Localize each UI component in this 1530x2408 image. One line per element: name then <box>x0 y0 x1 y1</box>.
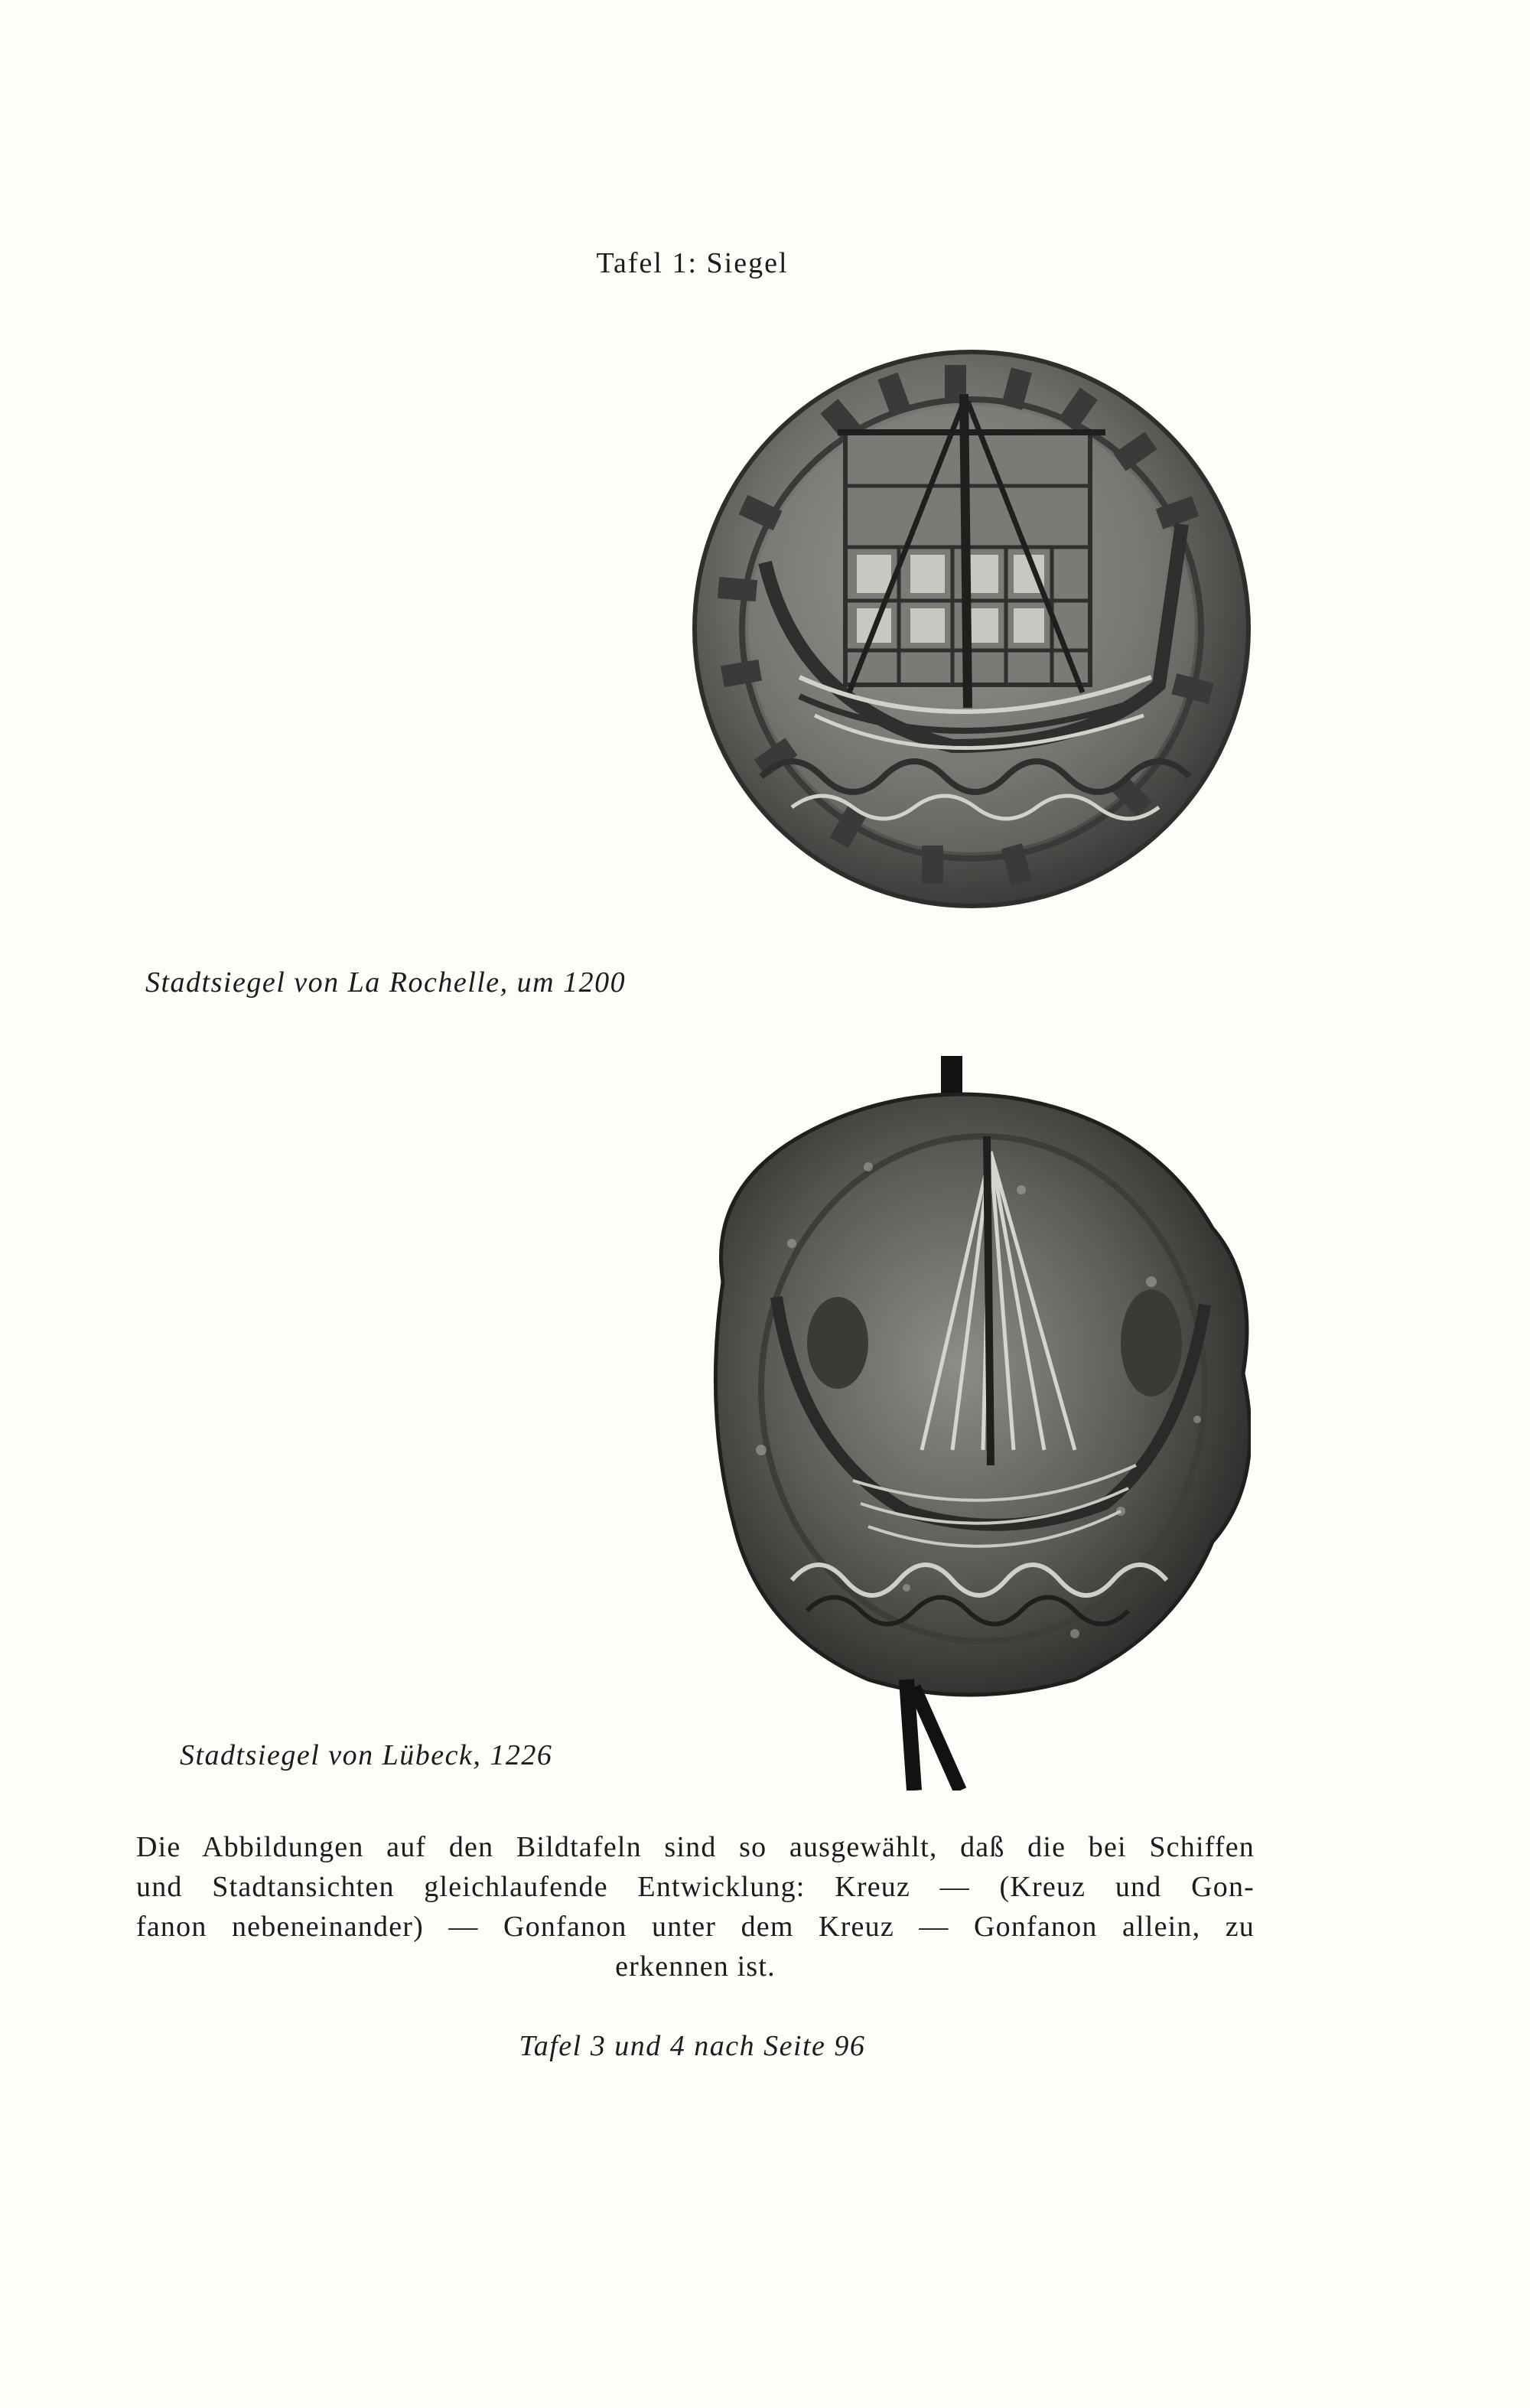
paragraph-line: fanon nebeneinander) — Gonfanon unter dem Kreuz — Gonfanon allein, zu <box>136 1911 1255 1943</box>
paragraph-line: Die Abbildungen auf den Bildtafeln sind so ausgewählt, daß die bei Schiffen <box>136 1831 1255 1863</box>
plate-title: Tafel 1: Siegel <box>596 247 789 279</box>
figure-caption-luebeck: Stadtsiegel von Lübeck, 1226 <box>180 1739 553 1771</box>
explanatory-paragraph <box>136 1827 1255 1986</box>
seal-image-luebeck <box>677 1052 1251 1791</box>
plate-reference: Tafel 3 und 4 nach Seite 96 <box>519 2030 866 2062</box>
figure-caption-la-rochelle: Stadtsiegel von La Rochelle, um 1200 <box>145 966 627 999</box>
paragraph-line: erkennen ist. <box>615 1950 776 1983</box>
paragraph-line: und Stadtansichten gleichlaufende Entwicklung: Kreuz — (Kreuz und Gon- <box>136 1871 1255 1903</box>
seal-image-la-rochelle <box>692 348 1251 911</box>
